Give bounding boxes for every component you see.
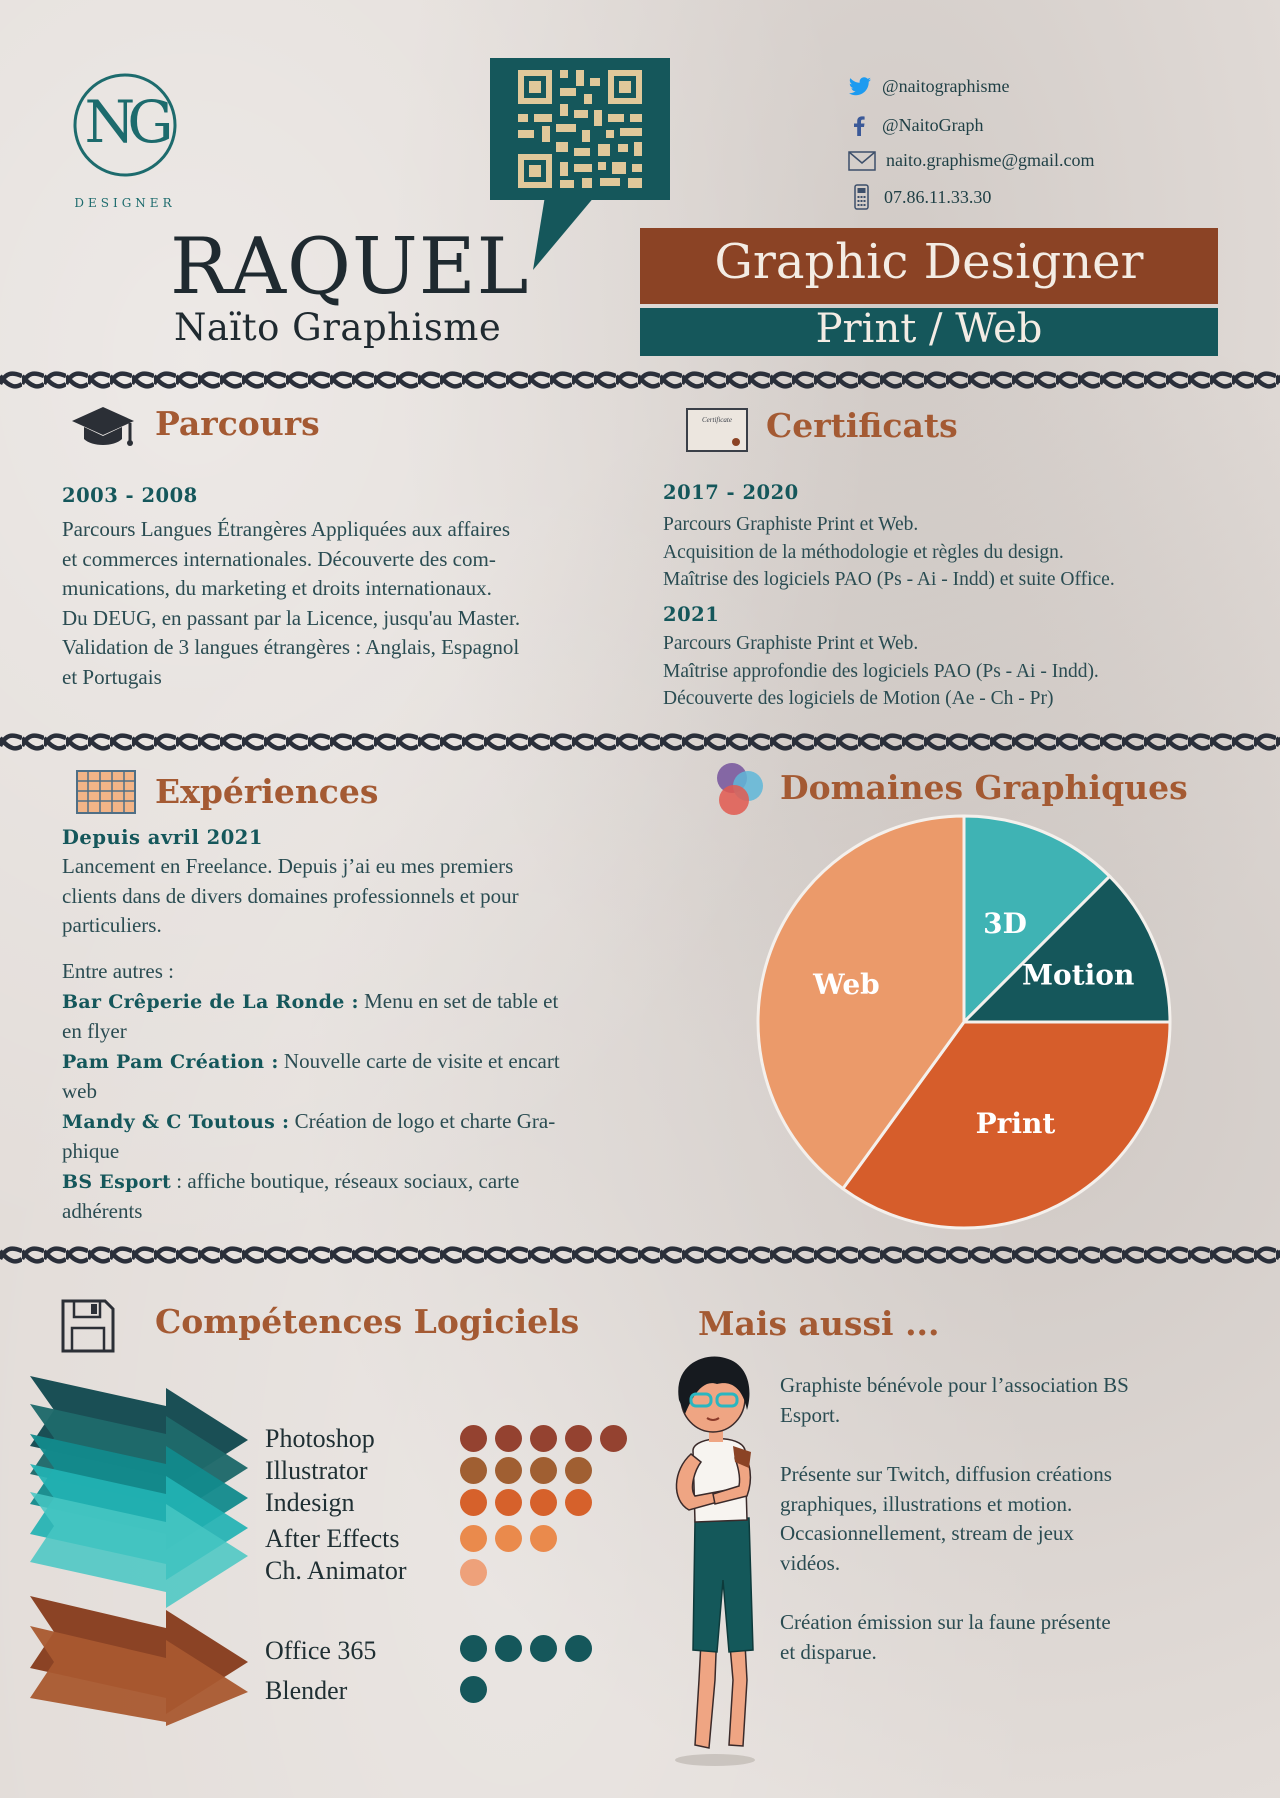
phone-icon — [848, 184, 874, 210]
contact-mail[interactable] — [848, 150, 1095, 171]
divider-3 — [0, 1243, 1280, 1267]
section-title-domaines: Domaines Graphiques — [780, 768, 1188, 807]
rating-dot — [495, 1489, 522, 1516]
graduation-cap-icon — [70, 405, 136, 451]
color-circles-icon — [708, 760, 770, 818]
skill-rating — [460, 1559, 487, 1586]
contact-twitter-text: @naitographisme — [882, 76, 1010, 96]
skill-rating — [460, 1489, 592, 1516]
rating-dot — [530, 1635, 557, 1662]
client-line: en flyer — [62, 1019, 127, 1043]
logo — [60, 60, 190, 210]
client-name: BS Esport — [62, 1170, 172, 1193]
paragraph — [780, 1608, 1220, 1667]
divider-1 — [0, 368, 1280, 392]
text-line: Parcours Graphiste Print et Web. — [663, 514, 919, 535]
section-title-parcours: Parcours — [155, 404, 320, 443]
rating-dot — [530, 1489, 557, 1516]
floppy-disk-icon — [60, 1298, 116, 1354]
text-line: Esport. — [780, 1402, 841, 1427]
skill-rating — [460, 1525, 557, 1552]
pie-label-print: Print — [975, 1106, 1056, 1140]
text-line: munications, du marketing et droits internationaux. — [62, 576, 492, 600]
rating-dot — [460, 1676, 487, 1703]
rating-dot — [460, 1425, 487, 1452]
text-line: Création émission sur la faune présente — [780, 1610, 1111, 1634]
brand-name: Naïto Graphisme — [174, 306, 502, 349]
speech-tail — [525, 196, 605, 276]
rating-dot — [460, 1525, 487, 1552]
text-line: Acquisition de la méthodologie et règles du design. — [663, 541, 1064, 563]
pie-label-web: Web — [813, 967, 880, 1001]
text-line: Du DEUG, en passant par la Licence, jusqu'au Master. — [62, 605, 521, 630]
parcours-years: 2003 - 2008 — [62, 484, 198, 507]
skill-name: Photoshop — [265, 1424, 375, 1453]
skill-name: Illustrator — [265, 1456, 368, 1485]
job-subtitle: Print / Web — [815, 306, 1043, 352]
text-line: Occasionnellement, stream de jeux — [780, 1521, 1074, 1545]
text-line: vidéos. — [780, 1550, 841, 1575]
skills-arrows-decoration — [26, 1376, 256, 1726]
rating-dot — [600, 1425, 627, 1452]
text-line: Parcours Graphiste Print et Web. — [663, 633, 919, 654]
rating-dot — [495, 1425, 522, 1452]
text-line: clients dans de divers domaines professionnels et pour — [62, 883, 519, 908]
rating-dot — [495, 1457, 522, 1484]
section-title-competences: Compétences Logiciels — [155, 1302, 580, 1341]
text-line: Parcours Langues Étrangères Appliquées aux affaires — [62, 517, 511, 541]
text-line: Maîtrise approfondie des logiciels PAO (Ps - Ai - Indd). — [663, 660, 1099, 682]
rating-dot — [530, 1425, 557, 1452]
parcours-description — [62, 515, 652, 692]
certificat-block-1 — [663, 511, 1263, 594]
rating-dot — [460, 1559, 487, 1586]
text-line: graphiques, illustrations et motion. — [780, 1491, 1073, 1516]
rating-dot — [460, 1489, 487, 1516]
certificat-years-2: 2021 — [663, 603, 720, 626]
contact-mail-text: naito.graphisme@gmail.com — [886, 150, 1095, 170]
text-line: particuliers. — [62, 913, 162, 937]
certificate-icon — [686, 408, 748, 452]
text-line: Découverte des logiciels de Motion (Ae - Ch - Pr) — [663, 688, 1054, 709]
mais-aussi-text — [780, 1371, 1220, 1667]
client-line — [62, 1107, 652, 1138]
job-title: Graphic Designer — [714, 234, 1144, 290]
client-line: web — [62, 1079, 97, 1103]
text-line: Maîtrise des logiciels PAO (Ps - Ai - Indd) et suite Office. — [663, 569, 1115, 590]
client-line: adhérents — [62, 1199, 143, 1223]
pie-label-3d: 3D — [983, 907, 1027, 941]
name-heading: RAQUEL — [170, 222, 530, 312]
qr-code[interactable] — [490, 58, 670, 200]
client-line — [62, 1047, 652, 1078]
rating-dot — [460, 1635, 487, 1662]
client-line — [62, 987, 652, 1018]
paragraph — [780, 1371, 1220, 1430]
client-name: Bar Crêperie de La Ronde : — [62, 990, 359, 1013]
client-line: phique — [62, 1139, 120, 1163]
rating-dot — [565, 1457, 592, 1484]
text-line: Présente sur Twitch, diffusion créations — [780, 1462, 1112, 1486]
client-desc: : affiche boutique, réseaux sociaux, carte — [171, 1168, 520, 1193]
contact-phone[interactable] — [848, 184, 991, 210]
skill-name: Indesign — [265, 1488, 355, 1517]
skill-rating — [460, 1635, 592, 1662]
divider-2 — [0, 730, 1280, 754]
section-title-experiences: Expériences — [155, 772, 379, 811]
rating-dot — [460, 1457, 487, 1484]
logo-letters: NG — [84, 88, 166, 156]
section-title-mais-aussi: Mais aussi ... — [698, 1304, 940, 1343]
rating-dot — [565, 1635, 592, 1662]
experience-intro — [62, 852, 652, 941]
certificate-icon-label: Certificate — [702, 416, 732, 424]
rating-dot — [565, 1489, 592, 1516]
certificat-block-2 — [663, 630, 1263, 713]
client-line — [62, 1167, 652, 1198]
skill-rating — [460, 1425, 627, 1452]
text-line: et Portugais — [62, 664, 162, 689]
skill-name: Office 365 — [265, 1636, 377, 1665]
client-desc: Nouvelle carte de visite et encart — [278, 1048, 560, 1073]
experience-since: Depuis avril 2021 — [62, 826, 263, 849]
twitter-icon — [848, 77, 872, 97]
client-name: Mandy & C Toutous : — [62, 1110, 290, 1133]
among-label: Entre autres : — [62, 959, 174, 983]
logo-subtitle: DESIGNER — [74, 196, 176, 210]
rating-dot — [530, 1525, 557, 1552]
facebook-icon — [848, 114, 872, 136]
domains-pie-chart — [754, 812, 1174, 1232]
contact-twitter[interactable] — [848, 76, 1010, 97]
rating-dot — [495, 1525, 522, 1552]
experience-clients — [62, 957, 652, 1227]
rating-dot — [495, 1635, 522, 1662]
certificat-years-1: 2017 - 2020 — [663, 481, 799, 504]
contact-facebook-text: @NaitoGraph — [882, 114, 984, 135]
mail-icon — [848, 151, 876, 171]
character-illustration — [655, 1350, 775, 1770]
client-name: Pam Pam Création : — [62, 1050, 279, 1073]
skill-name: Ch. Animator — [265, 1556, 407, 1585]
skill-rating — [460, 1676, 487, 1703]
rating-dot — [565, 1425, 592, 1452]
client-desc: Menu en set de table et — [358, 988, 559, 1013]
section-title-certificats: Certificats — [766, 406, 958, 445]
paragraph — [780, 1460, 1220, 1578]
text-line: Graphiste bénévole pour l’association BS — [780, 1373, 1129, 1397]
contact-facebook[interactable] — [848, 114, 984, 136]
text-line: Validation de 3 langues étrangères : Anglais, Espagnol — [62, 635, 520, 659]
skill-rating — [460, 1457, 592, 1484]
text-line: et disparue. — [780, 1639, 877, 1664]
client-desc: Création de logo et charte Gra- — [289, 1108, 556, 1133]
qr-icon — [490, 58, 670, 200]
text-line: et commerces internationales. Découverte des com- — [62, 546, 496, 571]
pie-label-motion: Motion — [1022, 958, 1135, 992]
calendar-icon — [76, 770, 136, 814]
text-line: Lancement en Freelance. Depuis j’ai eu mes premiers — [62, 854, 514, 878]
skill-name: Blender — [265, 1676, 348, 1705]
rating-dot — [530, 1457, 557, 1484]
contact-phone-text: 07.86.11.33.30 — [884, 186, 992, 207]
skill-name: After Effects — [265, 1524, 400, 1553]
